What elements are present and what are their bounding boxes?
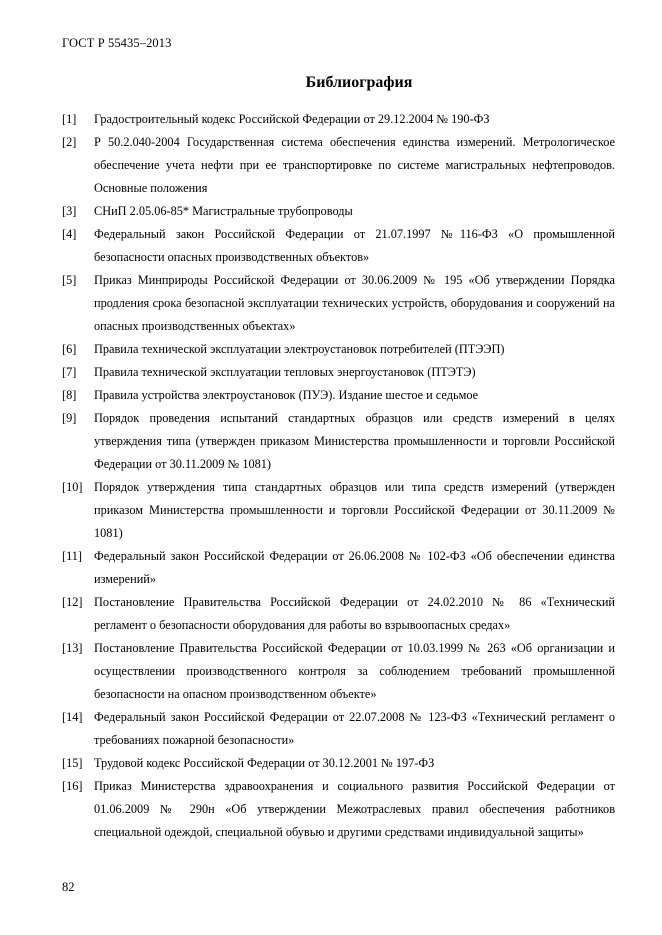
bibliography-list xyxy=(62,108,615,844)
reference-text: Правила технической эксплуатации электроустановок потребителей (ПТЭЭП) xyxy=(94,342,505,356)
reference-item xyxy=(62,545,615,591)
page-title: Библиография xyxy=(305,74,413,91)
reference-item xyxy=(62,407,615,476)
reference-text: Градостроительный кодекс Российской Федерации от 29.12.2004 № 190-ФЗ xyxy=(94,112,490,126)
reference-number: [3] xyxy=(62,204,77,218)
reference-number: [2] xyxy=(62,135,77,149)
reference-text: Трудовой кодекс Российской Федерации от 30.12.2001 № 197-ФЗ xyxy=(94,756,435,770)
reference-number: [4] xyxy=(62,227,77,241)
page-number: 82 xyxy=(62,880,75,894)
reference-text: Федеральный закон Российской Федерации от 21.07.1997 №116-ФЗ «О промышленной безопасности опасных производственных объектов» xyxy=(94,227,615,264)
reference-item xyxy=(62,338,615,361)
reference-item xyxy=(62,223,615,269)
reference-text: СНиП 2.05.06-85* Магистральные трубопроводы xyxy=(94,204,353,218)
reference-text: Правила технической эксплуатации тепловых энергоустановок (ПТЭТЭ) xyxy=(94,365,476,379)
reference-number: [12] xyxy=(62,595,83,609)
reference-number: [13] xyxy=(62,641,83,655)
reference-number: [7] xyxy=(62,365,77,379)
reference-text: Порядок проведения испытаний стандартных образцов или средств измерений в целях утверждения типа (утвержден приказом Министерства промышленности и торговли Российской Федерации от 30.11.2009 № 1081) xyxy=(94,411,615,471)
reference-number: [8] xyxy=(62,388,77,402)
reference-text: Порядок утверждения типа стандартных образцов или типа средств измерений (утвержден приказом Министерства промышленности и торговли Российской Федерации от 30.11.2009 № 1081) xyxy=(94,480,615,540)
reference-text: Приказ Министерства здравоохранения и социального развития Российской Федерации от 01.06.2009 № 290н «Об утверждении Межотраслевых правил обеспечения работников специальной одеждой, специальной обувью и другими средствами индивидуальной защиты» xyxy=(94,779,615,839)
reference-number: [14] xyxy=(62,710,83,724)
reference-item xyxy=(62,591,615,637)
reference-text: Постановление Правительства Российской Федерации от 24.02.2010 № 86 «Технический регламент о безопасности оборудования для работы во взрывоопасных средах» xyxy=(94,595,615,632)
reference-text: Постановление Правительства Российской Федерации от 10.03.1999 № 263 «Об организации и осуществлении производственного контроля за соблюдением требований промышленной безопасности на опасном производственном объекте» xyxy=(94,641,615,701)
reference-item xyxy=(62,476,615,545)
reference-item xyxy=(62,384,615,407)
reference-number: [15] xyxy=(62,756,83,770)
reference-item xyxy=(62,200,615,223)
reference-item xyxy=(62,108,615,131)
reference-item xyxy=(62,706,615,752)
reference-number: [11] xyxy=(62,549,83,563)
reference-number: [6] xyxy=(62,342,77,356)
reference-item xyxy=(62,637,615,706)
reference-number: [10] xyxy=(62,480,83,494)
reference-text: Р 50.2.040-2004 Государственная система обеспечения единства измерений. Метрологическое обеспечение учета нефти при ее транспортировке по системе магистральных нефтепроводов. Основные положения xyxy=(94,135,615,195)
reference-text: Правила устройства электроустановок (ПУЭ). Издание шестое и седьмое xyxy=(94,388,479,402)
reference-text: Федеральный закон Российской Федерации от 26.06.2008 № 102-ФЗ «Об обеспечении единства измерений» xyxy=(94,549,615,586)
reference-number: [9] xyxy=(62,411,77,425)
reference-number: [5] xyxy=(62,273,77,287)
reference-text: Федеральный закон Российской Федерации от 22.07.2008 № 123-ФЗ «Технический регламент о требованиях пожарной безопасности» xyxy=(94,710,615,747)
reference-item xyxy=(62,361,615,384)
reference-number: [1] xyxy=(62,112,77,126)
standard-code-header: ГОСТ Р 55435–2013 xyxy=(62,36,172,50)
reference-item xyxy=(62,131,615,200)
reference-text: Приказ Минприроды Российской Федерации от 30.06.2009 № 195 «Об утверждении Порядка продления срока безопасной эксплуатации технических устройств, оборудования и сооружений на опасных производственных объектах» xyxy=(94,273,615,333)
reference-item xyxy=(62,752,615,775)
reference-item xyxy=(62,269,615,338)
reference-item xyxy=(62,775,615,844)
reference-number: [16] xyxy=(62,779,83,793)
